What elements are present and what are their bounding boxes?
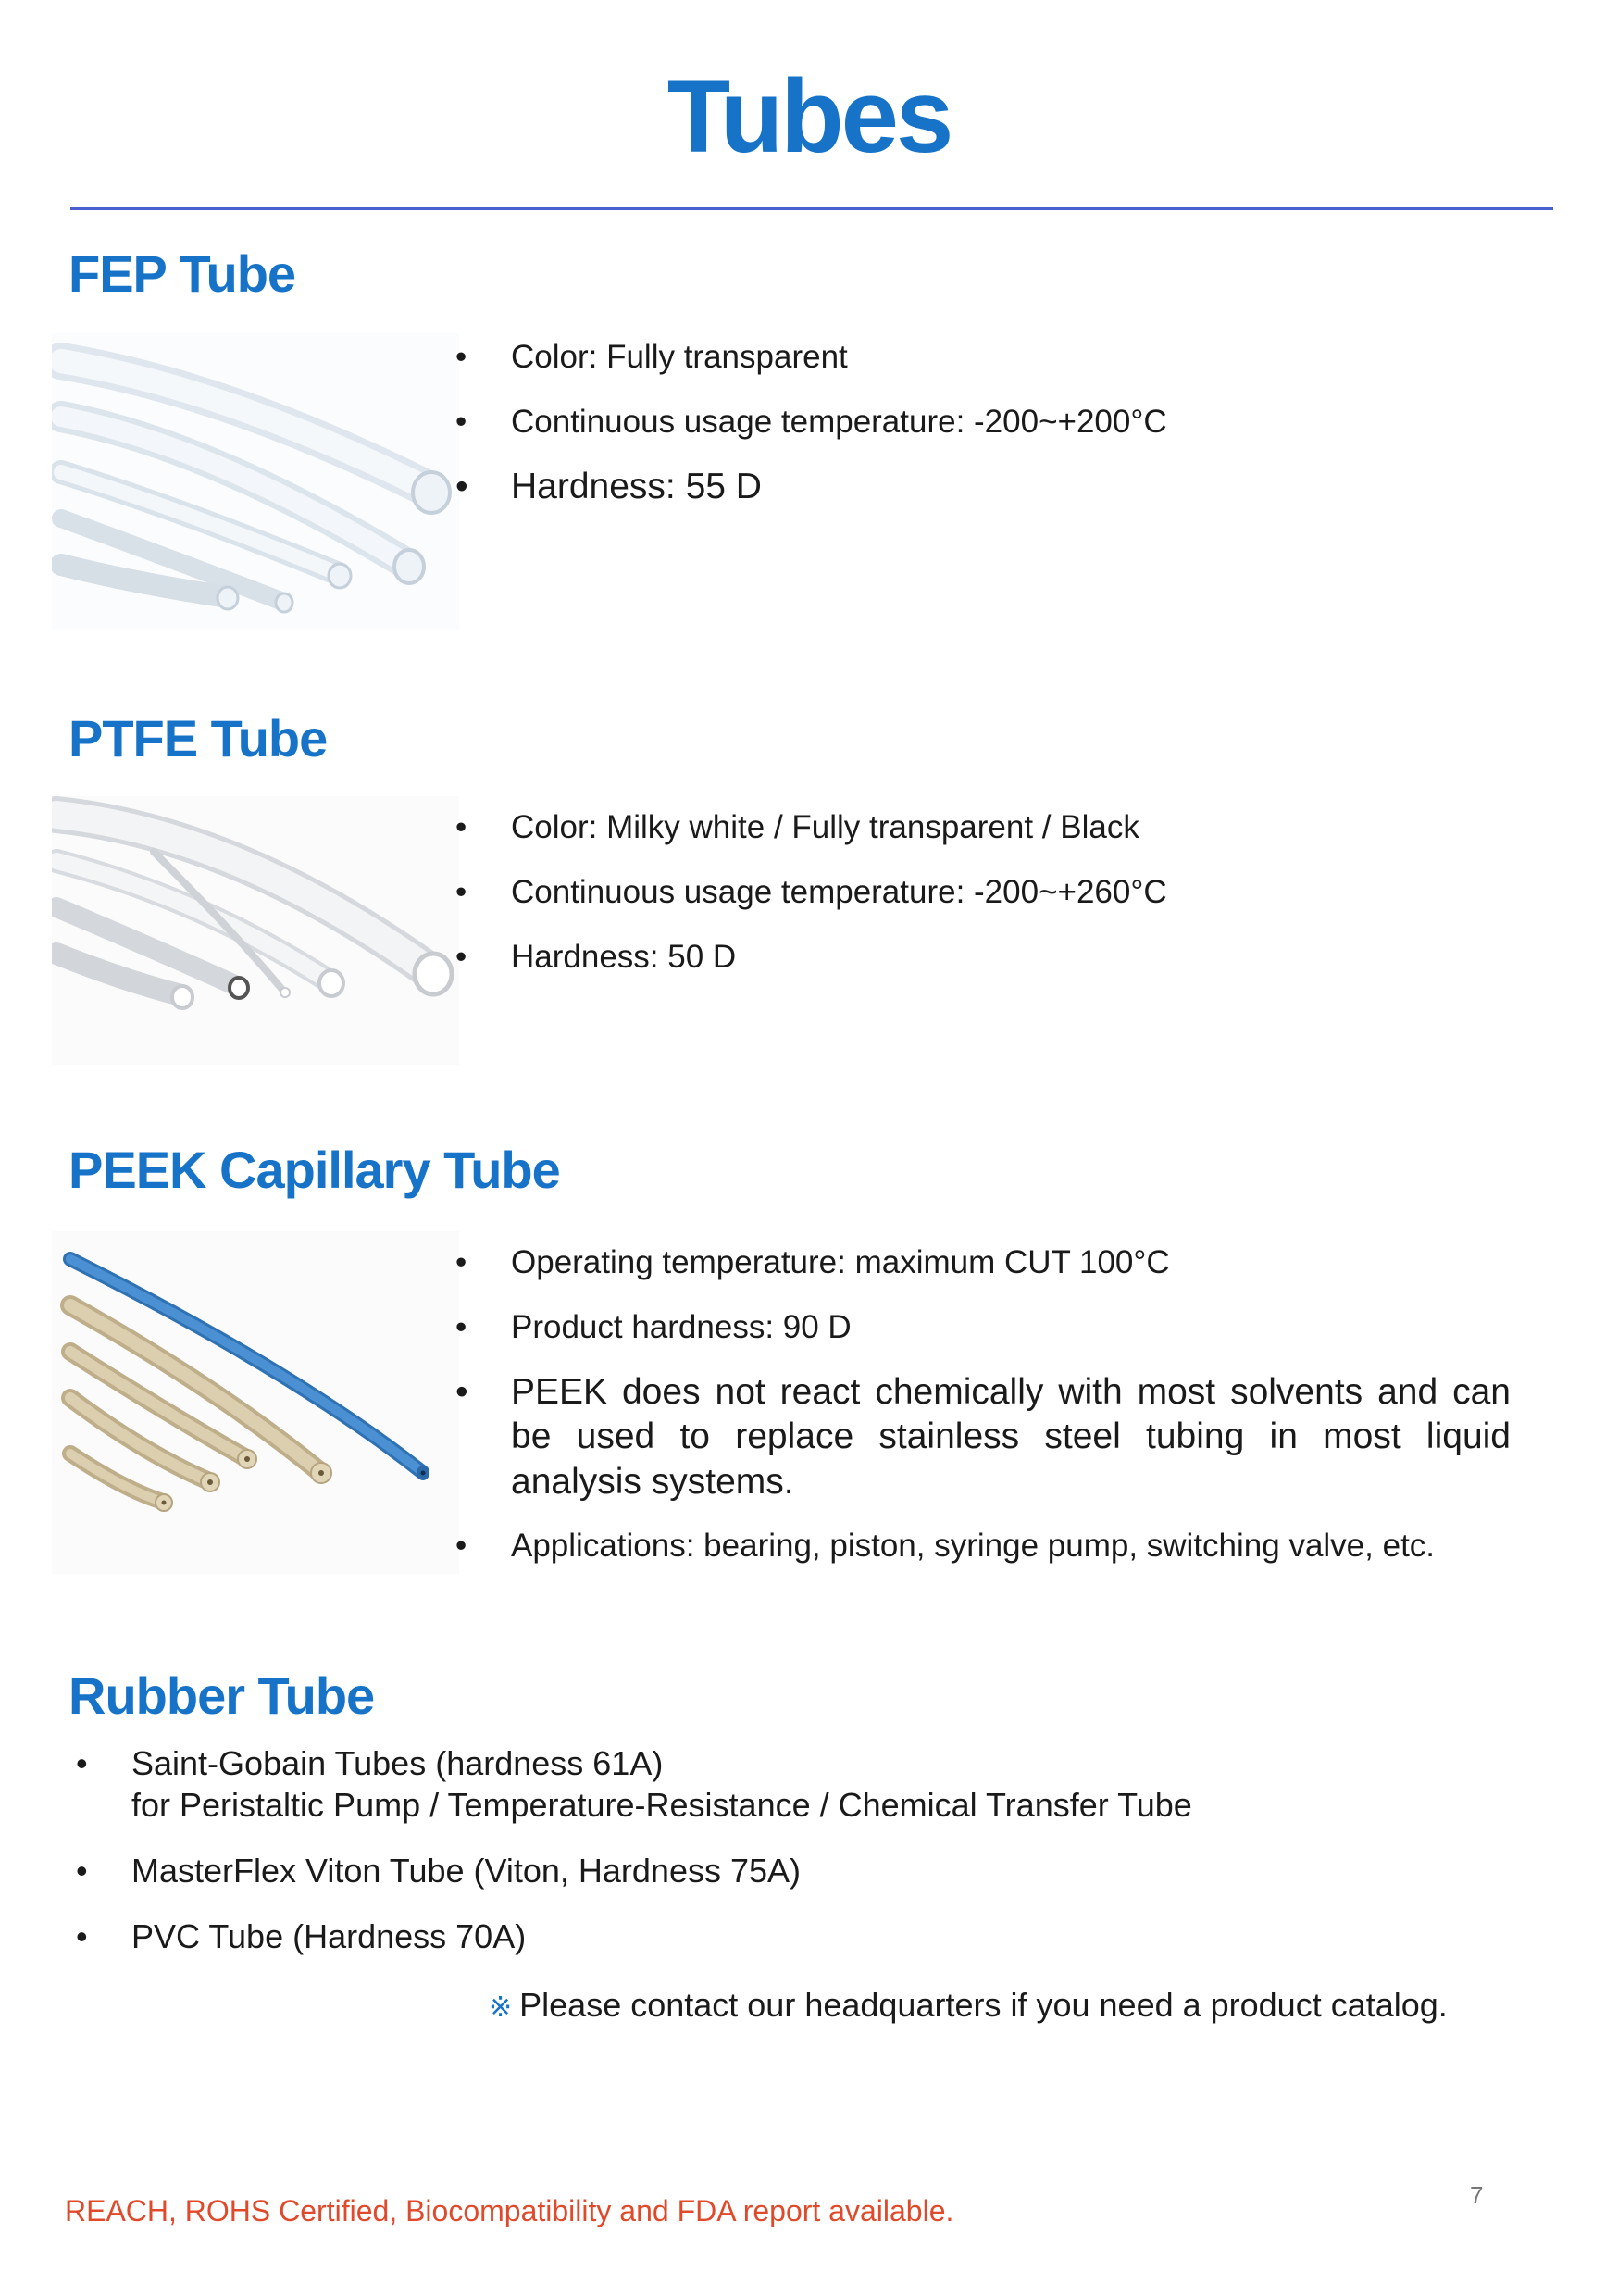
list-item: • Color: Fully transparent — [454, 337, 1518, 378]
section-title-rubber: Rubber Tube — [68, 1666, 375, 1725]
catalog-note — [489, 1986, 1448, 2025]
section-title-ptfe: PTFE Tube — [68, 709, 328, 767]
list-item — [74, 1742, 1518, 1826]
list-item: • Continuous usage temperature: -200~+200°C — [454, 402, 1518, 443]
section-title-fep: FEP Tube — [68, 244, 296, 303]
page-title: Tubes — [666, 58, 952, 174]
list-item: • Continuous usage temperature: -200~+260°C — [454, 872, 1518, 913]
list-item: • PVC Tube (Hardness 70A) — [74, 1915, 1518, 1957]
fep-spec-list — [454, 337, 1518, 509]
page-number: 7 — [1470, 2181, 1484, 2209]
list-item-text: Saint-Gobain Tubes (hardness 61A) — [131, 1744, 664, 1782]
ptfe-spec-list — [454, 807, 1518, 977]
note-mark: ※ — [489, 1992, 513, 2023]
list-item: • Hardness: 50 D — [454, 937, 1518, 978]
title-divider — [70, 207, 1553, 210]
note-text: Please contact our headquarters if you need a product catalog. — [519, 1986, 1448, 2024]
list-item: • Hardness: 55 D — [454, 465, 1518, 510]
list-item: • Product hardness: 90 D — [454, 1307, 1518, 1348]
footer-certification: REACH, ROHS Certified, Biocompatibility and FDA report available. — [65, 2194, 954, 2227]
ptfe-tube-photo-icon — [52, 796, 459, 1065]
list-item: • Applications: bearing, piston, syringe pump, switching valve, etc. — [454, 1526, 1518, 1566]
list-item: • Color: Milky white / Fully transparent / Black — [454, 807, 1518, 848]
list-item: • Operating temperature: maximum CUT 100°C — [454, 1242, 1518, 1283]
rubber-spec-list — [74, 1742, 1518, 1957]
peek-tube-photo-icon — [52, 1231, 459, 1574]
fep-tube-photo-icon — [52, 333, 459, 630]
list-item: • PEEK does not react chemically with most solvents and can be used to replace stainless steel tubing in most liquid analysis systems. — [454, 1370, 1511, 1505]
peek-spec-list — [454, 1242, 1518, 1566]
list-item-subtext: for Peristaltic Pump / Temperature-Resistance / Chemical Transfer Tube — [131, 1786, 1192, 1824]
section-title-peek: PEEK Capillary Tube — [68, 1141, 560, 1199]
list-item: • MasterFlex Viton Tube (Viton, Hardness 75A) — [74, 1850, 1518, 1891]
